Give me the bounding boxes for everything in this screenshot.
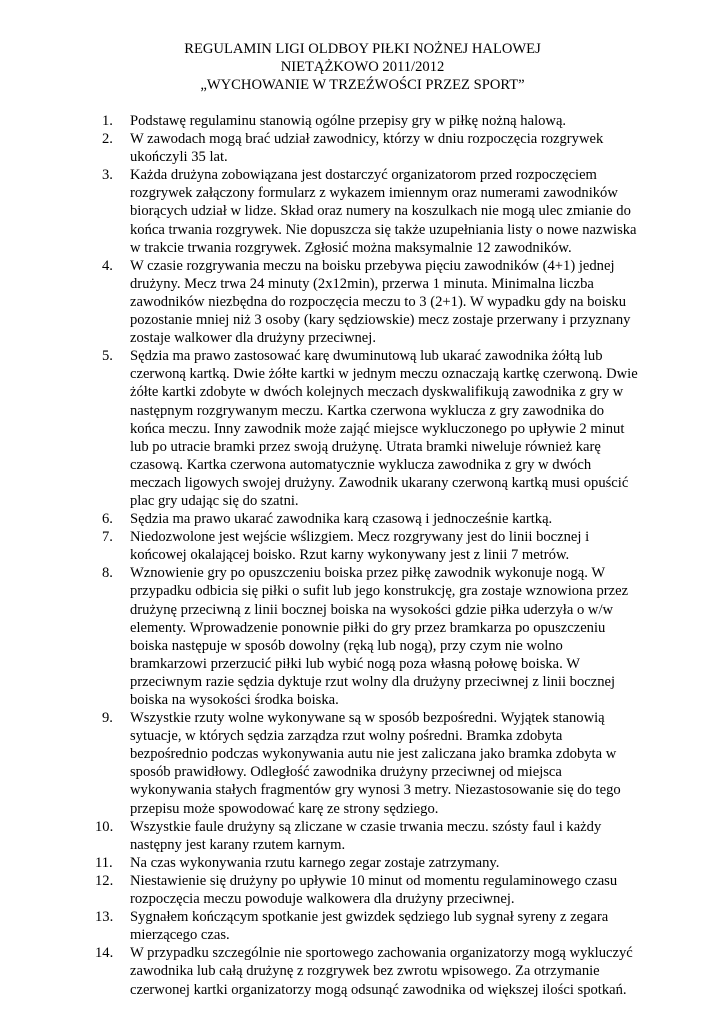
header-title-line-1: REGULAMIN LIGI OLDBOY PIŁKI NOŻNEJ HALOWEJ bbox=[184, 41, 541, 57]
rule-item-12 bbox=[0, 872, 725, 908]
rule-text: Sędzia ma prawo ukarać zawodnika karą czasową i jednocześnie kartką. bbox=[130, 511, 553, 528]
rule-text: Każda drużyna zobowiązana jest dostarczyć organizatorom przed rozpoczęciem rozgrywek załączony formularz z wykazem imiennym oraz numerami zawodników biorących udział w lidze. Skład oraz numery na koszulkach nie mogą ulec zmianie do końca trwania rozgrywek. Nie dopuszcza się także uzupełniania listy o nowe nazwiska w trakcie trwania rozgrywek. Zgłosić można maksymalnie 12 zawodników. bbox=[130, 167, 637, 256]
rule-text: W zawodach mogą brać udział zawodnicy, którzy w dniu rozpoczęcia rozgrywek ukończyli 35 lat. bbox=[130, 131, 604, 166]
rule-item-6 bbox=[0, 510, 725, 528]
header-title-line-3: „WYCHOWANIE W TRZEŹWOŚCI PRZEZ SPORT” bbox=[200, 77, 525, 93]
rule-item-14 bbox=[0, 944, 725, 998]
rule-number: 7. bbox=[102, 529, 113, 546]
rule-text: W czasie rozgrywania meczu na boisku przebywa pięciu zawodników (4+1) jednej drużyny. Mecz trwa 24 minuty (2x12min), przerwa 1 minuta. Minimalna liczba zawodników niezbędna do rozpoczęcia meczu to 3 (2+1). W wypadku gdy na boisku pozostanie mniej niż 3 osoby (kary sędziowskie) mecz zostaje przerwany i przyznany zostaje walkower dla drużyny przeciwnej. bbox=[130, 257, 631, 347]
rule-number: 12. bbox=[95, 872, 114, 889]
rule-item-10 bbox=[0, 818, 725, 854]
rule-number: 4. bbox=[102, 257, 113, 274]
rule-item-3 bbox=[0, 166, 725, 256]
rule-text: W przypadku szczególnie nie sportowego zachowania organizatorzy mogą wykluczyć zawodnika lub całą drużynę z rozgrywek bez zwrotu wpisowego. Za otrzymanie czerwonej kartki organizatorzy mogą odsunąć zawodnika od większej ilości spotkań. bbox=[130, 945, 633, 998]
rule-text: Sędzia ma prawo zastosować karę dwuminutową lub ukarać zawodnika żółtą lub czerwoną kartką. Dwie żółte kartki w jednym meczu oznaczają kartkę czerwoną. Dwie żółte kartki zdobyte w dwóch kolejnych meczach dyskwalifikują zawodnika z gry w następnym rozgrywanym meczu. Kartka czerwona wyklucza z gry zawodnika do końca meczu. Inny zawodnik może zająć miejsce wykluczonego po upływie 2 minut lub po utracie bramki przez swoją drużynę. Utrata bramki niweluje również karę czasową. Kartka czerwona automatycznie wyklucza zawodnika z gry w dwóch meczach ligowych swojej drużyny. Zawodnik ukarany czerwoną kartką musi opuścić plac gry udając się do szatni. bbox=[130, 348, 638, 509]
rule-item-2 bbox=[0, 130, 725, 166]
rule-number: 9. bbox=[102, 710, 113, 727]
rule-text: Niestawienie się drużyny po upływie 10 minut od momentu regulaminowego czasu rozpoczęcia meczu powoduje walkowera dla drużyny przeciwnej. bbox=[130, 872, 618, 908]
rule-number: 2. bbox=[102, 131, 113, 148]
rule-item-1 bbox=[0, 112, 725, 130]
rule-text: Sygnałem kończącym spotkanie jest gwizdek sędziego lub sygnał syreny z zegara mierzącego czas. bbox=[130, 909, 609, 944]
rule-number: 3. bbox=[102, 167, 113, 184]
rule-number: 13. bbox=[95, 909, 114, 926]
rule-item-9 bbox=[0, 709, 725, 818]
rules-list bbox=[0, 112, 725, 999]
rule-text: Na czas wykonywania rzutu karnego zegar zostaje zatrzymany. bbox=[130, 854, 500, 871]
rule-number: 6. bbox=[102, 511, 113, 528]
rule-item-8 bbox=[0, 564, 725, 709]
rule-item-5 bbox=[0, 347, 725, 510]
rule-item-13 bbox=[0, 908, 725, 944]
rule-number: 11. bbox=[95, 854, 113, 871]
header-title-line-2: NIETĄŻKOWO 2011/2012 bbox=[280, 59, 445, 75]
document-header bbox=[0, 40, 725, 94]
rule-text: Niedozwolone jest wejście wślizgiem. Mecz rozgrywany jest do linii bocznej i końcowej okalającej boisko. Rzut karny wykonywany jest z linii 7 metrów. bbox=[130, 529, 590, 564]
rule-item-7 bbox=[0, 528, 725, 564]
rule-text: Podstawę regulaminu stanowią ogólne przepisy gry w piłkę nożną halową. bbox=[130, 113, 567, 129]
rule-number: 10. bbox=[95, 818, 114, 835]
rule-text: Wszystkie rzuty wolne wykonywane są w sposób bezpośredni. Wyjątek stanowią sytuacje, w których sędzia zarządza rzut wolny pośredni. Bramka zdobyta bezpośrednio podczas wykonywania autu nie jest zaliczana jako bramka zdobyta w sposób prawidłowy. Odległość zawodnika drużyny przeciwnej od miejsca wykonywania stałych fragmentów gry wynosi 3 metry. Niezastosowanie się do tego przepisu może spowodować karę ze strony sędziego. bbox=[130, 710, 621, 817]
rule-text: Wznowienie gry po opuszczeniu boiska przez piłkę zawodnik wykonuje nogą. W przypadku odbicia się piłki o sufit lub jego konstrukcję, gra zostaje wznowiona przez drużynę przeciwną z linii bocznej boiska na wysokości gdzie piłka uderzyła o w/w elementy. Wprowadzenie ponownie piłki do gry przez bramkarza po opuszczeniu boiska następuje w sposób dowolny (ręką lub nogą), przy czym nie wolno bramkarzowi przerzucić piłki lub wybić nogą poza własną połowę boiska. W przeciwnym razie sędzia dyktuje rzut wolny dla drużyny przeciwnej z linii bocznej boiska na wysokości środka boiska. bbox=[130, 565, 629, 708]
rule-number: 8. bbox=[102, 565, 113, 582]
rule-text: Wszystkie faule drużyny są zliczane w czasie trwania meczu. szósty faul i każdy następny jest karany rzutem karnym. bbox=[130, 818, 602, 853]
rule-item-11 bbox=[0, 854, 725, 872]
rule-number: 5. bbox=[102, 348, 113, 365]
rule-item-4 bbox=[0, 257, 725, 347]
rule-number: 14. bbox=[95, 945, 114, 962]
rule-number: 1. bbox=[102, 113, 113, 129]
